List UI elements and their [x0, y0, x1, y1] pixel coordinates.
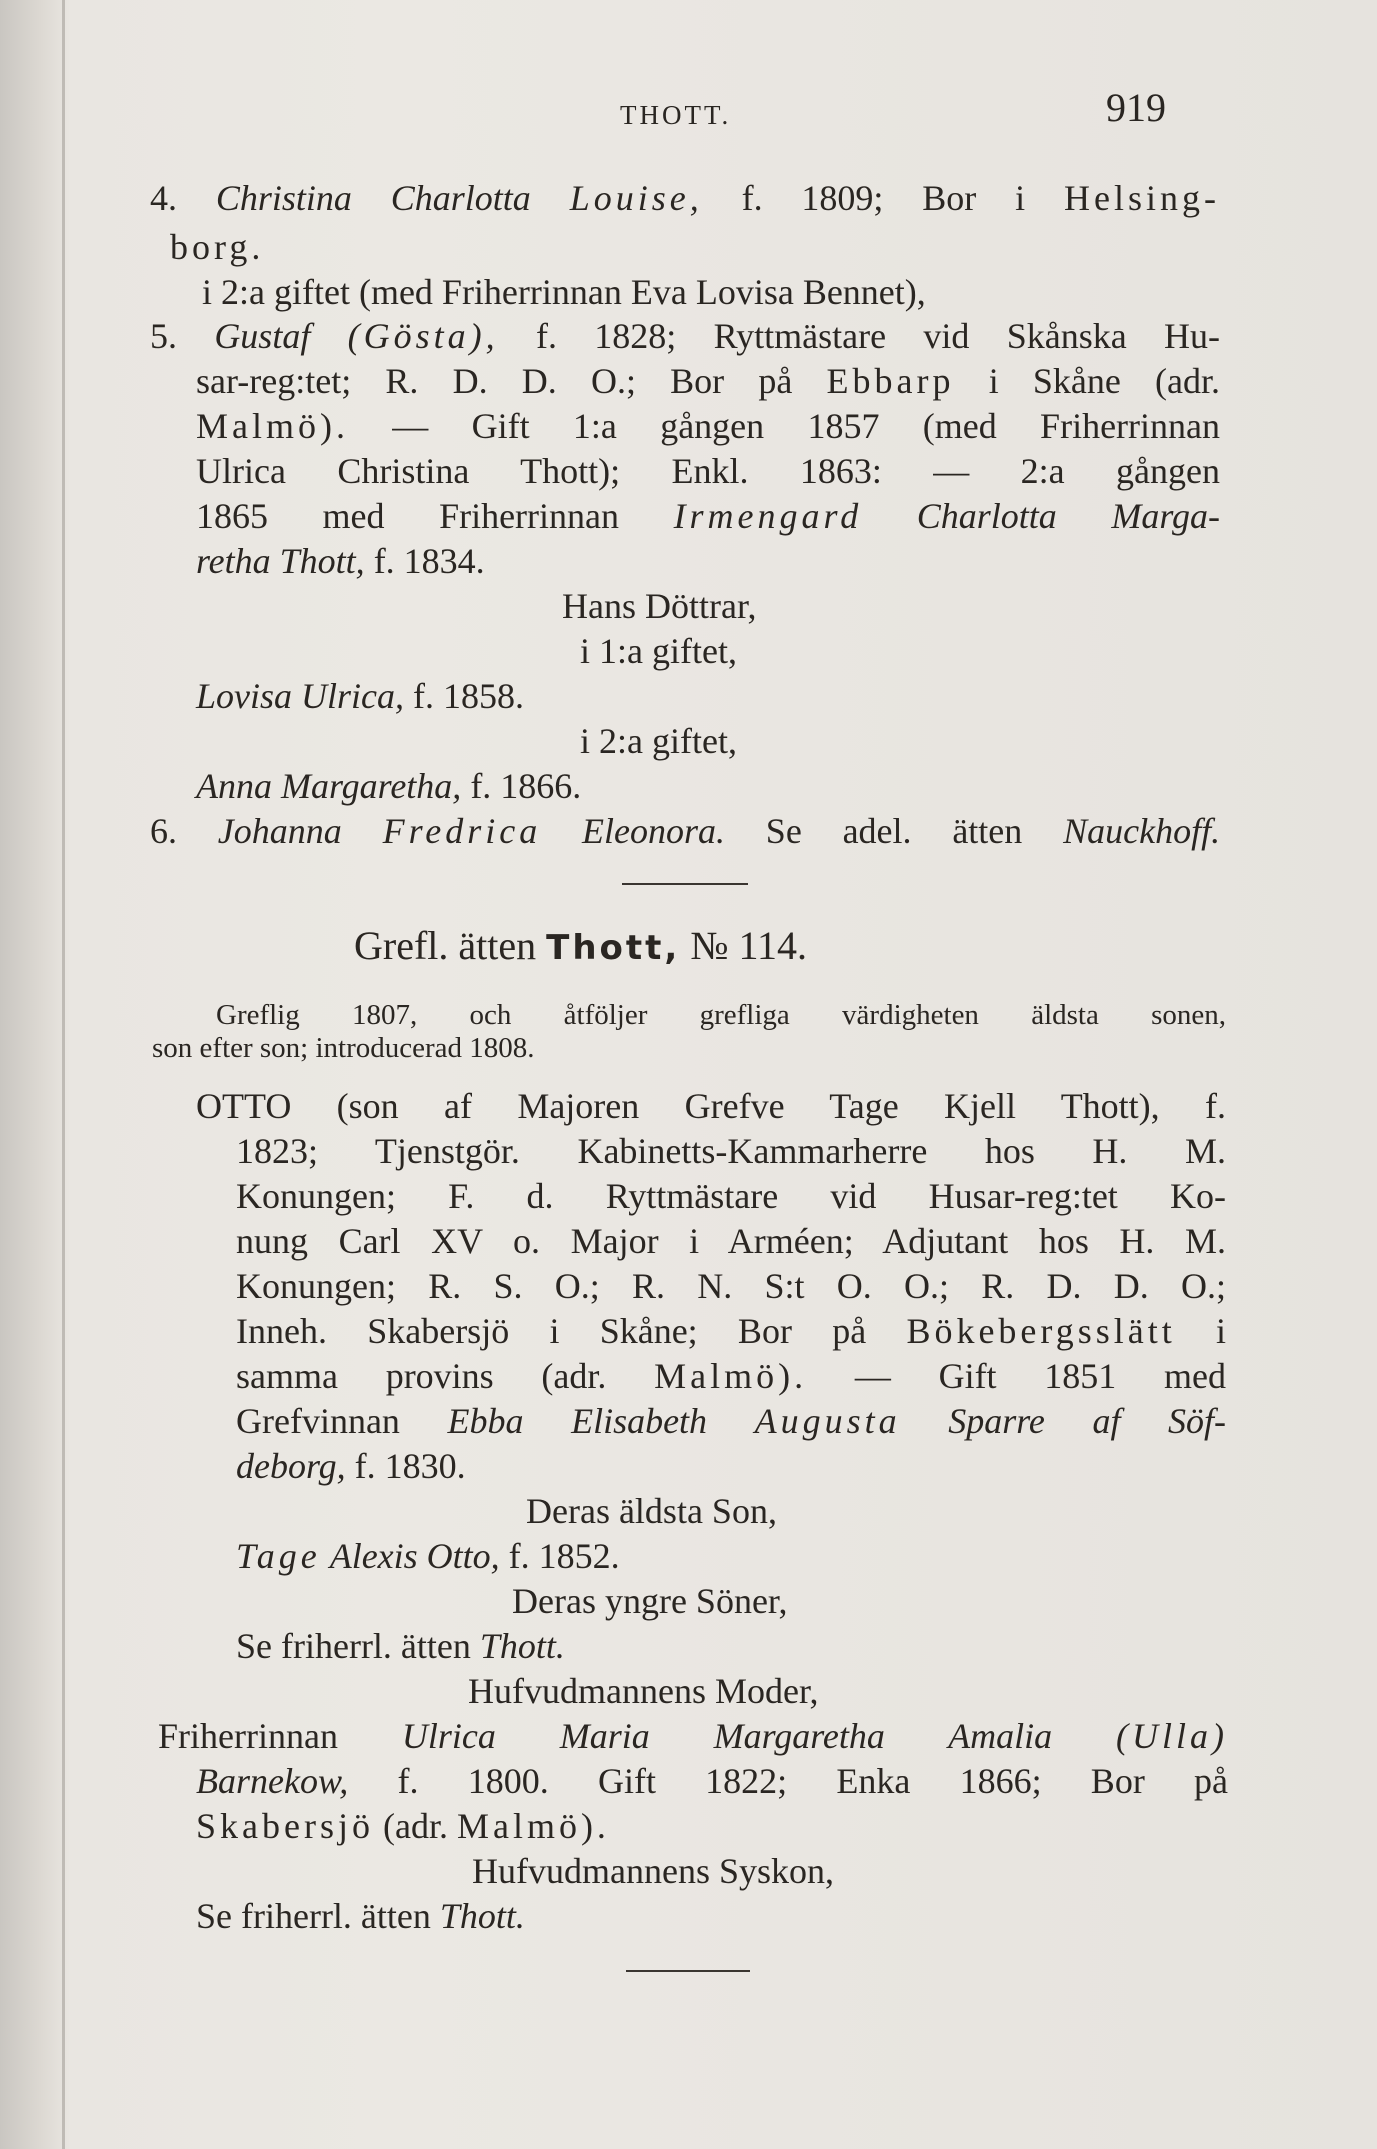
otto-line-6: Inneh. Skabersjö i Skåne; Bor på Bökebergsslätt i — [236, 1311, 1227, 1351]
section-intro-line-2: son efter son; introducerad 1808. — [152, 1032, 535, 1064]
page-number: 919 — [1106, 85, 1166, 130]
first-marriage-heading: i 1:a giftet, — [580, 631, 737, 671]
otto-line-9: deborg, f. 1830. — [236, 1446, 466, 1486]
end-divider — [626, 1970, 750, 1972]
siblings-heading: Hufvudmannens Syskon, — [472, 1851, 834, 1891]
entry-4-line-1: 4. Christina Charlotta Louise, f. 1809; Bor i Helsing- — [150, 178, 1221, 218]
entry-5-line-3: Malmö). — Gift 1:a gången 1857 (med Friherrinnan — [196, 406, 1221, 446]
otto-line-5: Konungen; R. S. O.; R. N. S:t O. O.; R. D. D. O.; — [236, 1266, 1226, 1306]
section-title: Grefl. ätten Thott, № 114. — [354, 923, 808, 968]
otto-line-4: nung Carl XV o. Major i Arméen; Adjutant hos H. M. — [236, 1221, 1226, 1261]
eldest-son-heading: Deras äldsta Son, — [526, 1491, 777, 1531]
mother-line-2: Barnekow, f. 1800. Gift 1822; Enka 1866; Bor på — [196, 1761, 1229, 1801]
running-head: THOTT. — [620, 100, 732, 130]
entry-5-line-6: retha Thott, f. 1834. — [196, 541, 485, 581]
second-marriage-subheading: i 2:a giftet, — [580, 721, 737, 761]
second-marriage-heading: i 2:a giftet (med Friherrinnan Eva Lovisa Bennet), — [202, 272, 926, 312]
otto-line-7: samma provins (adr. Malmö). — Gift 1851 med — [236, 1356, 1226, 1396]
otto-line-8: Grefvinnan Ebba Elisabeth Augusta Sparre af Söf- — [236, 1401, 1227, 1441]
otto-line-3: Konungen; F. d. Ryttmästare vid Husar-reg:tet Ko- — [236, 1176, 1226, 1216]
otto-line-2: 1823; Tjenstgör. Kabinetts-Kammarherre hos H. M. — [236, 1131, 1226, 1171]
younger-sons-heading: Deras yngre Söner, — [512, 1581, 788, 1621]
entry-5-line-4: Ulrica Christina Thott); Enkl. 1863: — 2:a gången — [196, 451, 1220, 491]
entry-5-line-5: 1865 med Friherrinnan Irmengard Charlotta Marga- — [196, 496, 1220, 536]
mother-heading: Hufvudmannens Moder, — [468, 1671, 819, 1711]
entry-5-line-2: sar-reg:tet; R. D. D. O.; Bor på Ebbarp i Skåne (adr. — [196, 361, 1221, 401]
entry-5-line-1: 5. Gustaf (Gösta), f. 1828; Ryttmästare vid Skånska Hu- — [150, 316, 1220, 356]
younger-sons-reference: Se friherrl. ätten Thott. — [236, 1626, 565, 1666]
otto-line-1: OTTO (son af Majoren Grefve Tage Kjell Thott), f. — [196, 1086, 1226, 1126]
siblings-reference: Se friherrl. ätten Thott. — [196, 1896, 525, 1936]
daughter-2: Anna Margaretha, f. 1866. — [196, 766, 582, 806]
section-divider — [622, 883, 748, 885]
entry-6: 6. Johanna Fredrica Eleonora. Se adel. ätten Nauckhoff. — [150, 811, 1221, 851]
daughters-heading: Hans Döttrar, — [562, 586, 757, 626]
daughter-1: Lovisa Ulrica, f. 1858. — [196, 676, 525, 716]
eldest-son: Tage Alexis Otto, f. 1852. — [236, 1536, 620, 1576]
section-intro-line-1: Greflig 1807, och åtföljer grefliga värdigheten äldsta sonen, — [216, 999, 1226, 1031]
entry-4-line-2: borg. — [170, 227, 265, 267]
mother-line-3: Skabersjö (adr. Malmö). — [196, 1806, 610, 1846]
mother-line-1: Friherrinnan Ulrica Maria Margaretha Amalia (Ulla) — [158, 1716, 1229, 1756]
